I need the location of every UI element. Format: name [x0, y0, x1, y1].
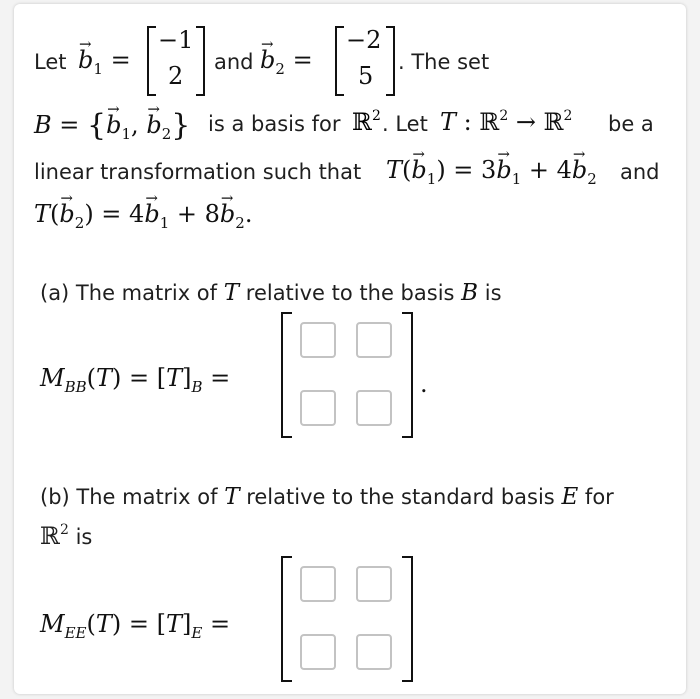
matrix-a-bracket-right [400, 312, 414, 438]
matrix-b-entry-22[interactable] [356, 634, 392, 670]
basis-set-B: $B = \{b \to_1$, $b \to_2$} [34, 106, 190, 141]
coef-b1: 3 [481, 156, 497, 184]
t-b2-equation: $T(b \to_2) = 4b \to_1 + 8b \to_2$. [34, 200, 252, 228]
and-word: and [214, 50, 254, 74]
matrix-a-entry-11[interactable] [300, 322, 336, 358]
part-a-formula: $M_{BB}(T) = [T]_B$ = [40, 364, 231, 396]
matrix-a-period: . [420, 370, 428, 398]
let-word: Let [34, 50, 67, 74]
b1-bracket-left [146, 26, 158, 96]
coef2-b2: 8 [204, 200, 220, 228]
and-end-text: and [620, 160, 660, 184]
be-a-text: be a [608, 112, 654, 136]
part-a-label: (a) The matrix of T relative to the basis B is [40, 280, 502, 306]
t-b1-equation: $T(b \to_1) = 3b \to_1 + 4b \to_2$ [386, 156, 597, 184]
part-b-formula: $M_{EE}(T) = [T]_E$ = [40, 610, 231, 642]
coef2-b1: 4 [129, 200, 145, 228]
let-t-text: . Let [382, 112, 428, 136]
the-set-text: . The set [398, 50, 490, 74]
matrix-b-bracket-right [400, 556, 414, 682]
part-b-r2-line: ℝ$^2$ is [40, 522, 93, 550]
matrix-b-entry-11[interactable] [300, 566, 336, 602]
b2-bracket-right [384, 26, 396, 96]
part-b-label: (b) The matrix of T relative to the standard basis E for [40, 484, 614, 510]
matrix-b-entry-12[interactable] [356, 566, 392, 602]
b1-symbol: $b \to_1$ = [78, 46, 131, 74]
basis-text: is a basis for [208, 112, 341, 136]
line3-text: linear transformation such that [34, 160, 362, 184]
r2-symbol: ℝ$^2$ [352, 108, 381, 136]
matrix-b-entry-21[interactable] [300, 634, 336, 670]
b2-entry-top: −2 [346, 26, 382, 54]
matrix-a-bracket-left [280, 312, 294, 438]
matrix-b-bracket-left [280, 556, 294, 682]
b2-symbol: $b \to_2$ = [260, 46, 313, 74]
matrix-a-entry-21[interactable] [300, 390, 336, 426]
b1-entry-bottom: 2 [168, 62, 184, 90]
b1-bracket-right [194, 26, 206, 96]
b2-bracket-left [334, 26, 346, 96]
coef-b2: 4 [556, 156, 572, 184]
matrix-a-entry-22[interactable] [356, 390, 392, 426]
matrix-a-entry-12[interactable] [356, 322, 392, 358]
t-map: T : ℝ$^2$ → ℝ$^2$ [440, 108, 573, 136]
b1-entry-top: −1 [158, 26, 194, 54]
b2-entry-bottom: 5 [358, 62, 374, 90]
